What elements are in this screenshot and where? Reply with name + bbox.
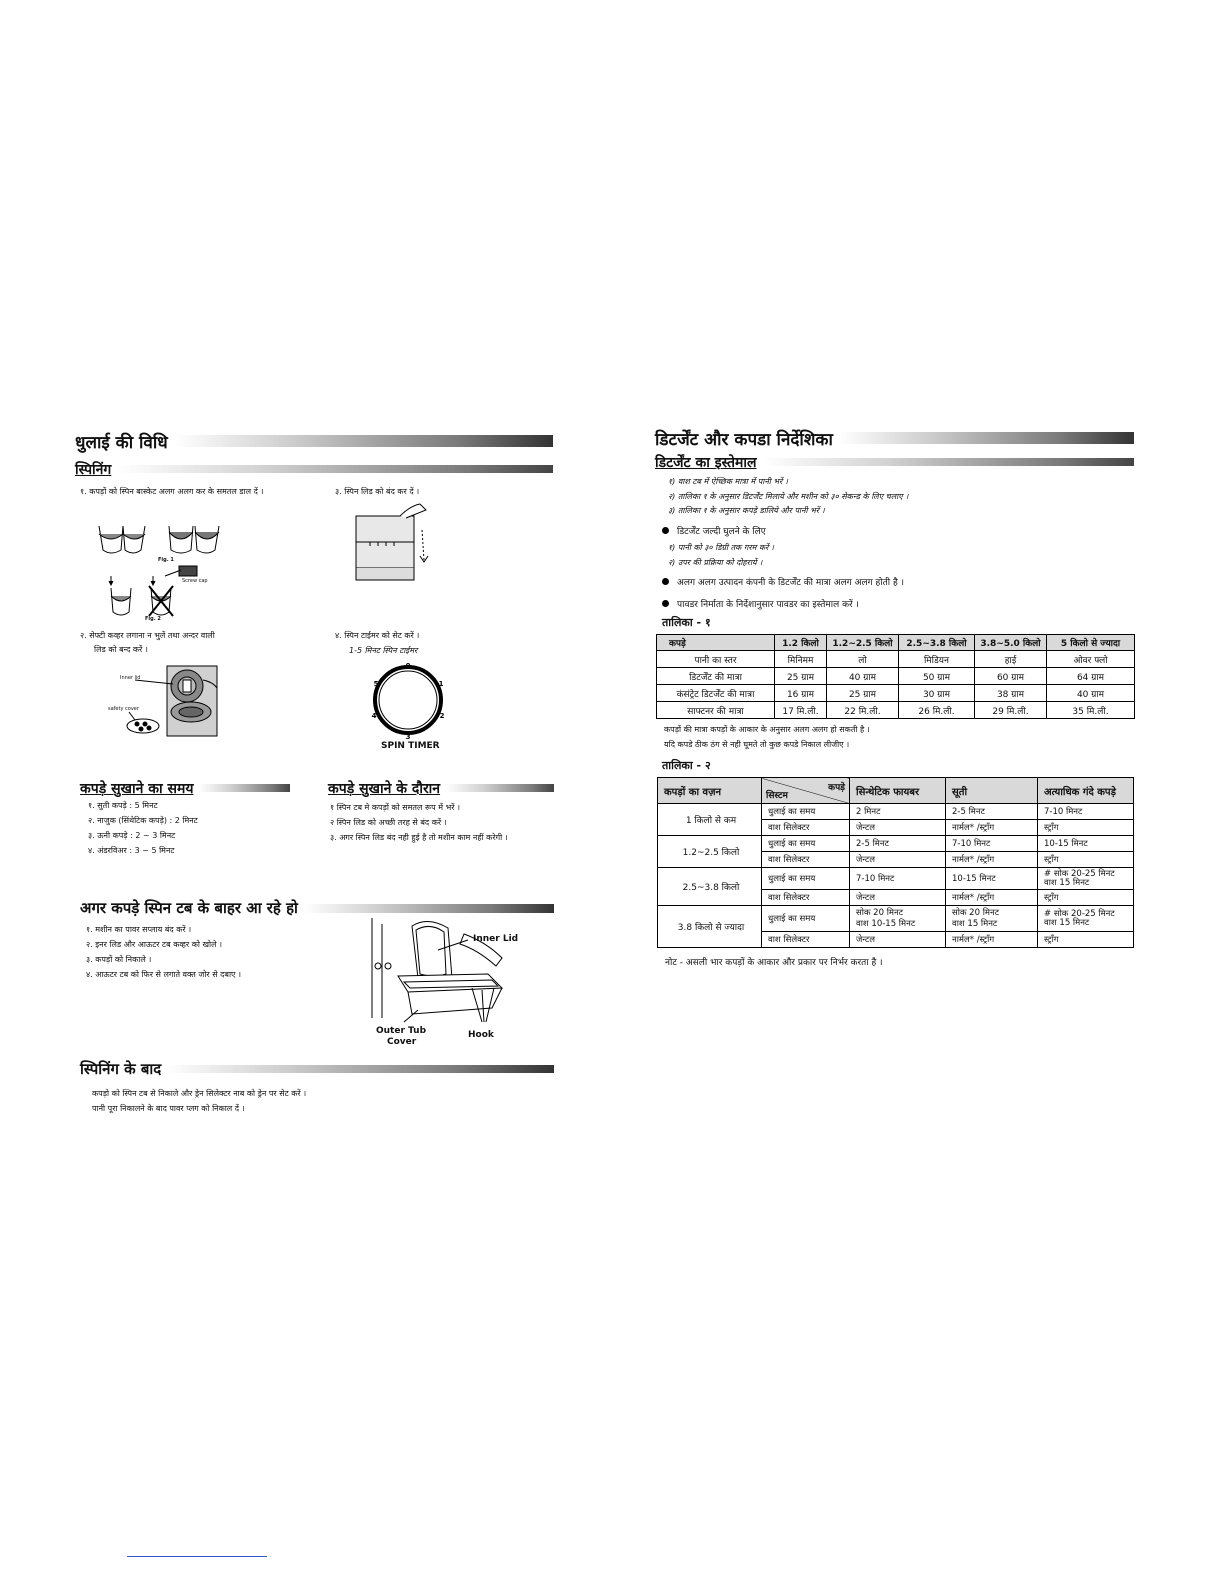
table1-note1: कपड़ों की मात्रा कपड़ों के आकार के अनुसार अलग अलग हो सकती है । [664, 725, 870, 734]
table1-title: तालिका - १ [662, 616, 711, 629]
fig1-label: Fig. 1 [158, 557, 174, 563]
table-header-cell: कपड़ों का वज़न [658, 778, 762, 804]
table-cell: धुलाई का समय [762, 868, 850, 890]
outer-tub-label: Outer Tub [376, 1026, 427, 1036]
table-row [658, 906, 1134, 932]
table-row [657, 651, 1135, 668]
table-cell: 38 ग्राम [975, 685, 1047, 702]
cell-line: # सोक 20-25 मिनट [1044, 908, 1115, 919]
table-cell: धुलाई का समय [762, 804, 850, 820]
bullet-dissolve-text: डिटर्जेंट जल्दी घुलने के लिए [677, 527, 766, 537]
table-cell-two-line [1038, 906, 1134, 932]
table-cell: 7-10 मिनट [850, 868, 946, 890]
heading-bar [199, 784, 290, 792]
during-drying-item: २ स्पिन लिड को अच्छी तरह से बंद करें । [330, 818, 447, 827]
table-row [658, 868, 1134, 890]
table-cell: 26 मि.ली. [899, 702, 975, 719]
table-header-cell: 2.5~3.8 किलो [899, 635, 975, 651]
weight-cell: 1 किलो से कम [658, 804, 762, 836]
table-cell: जेन्टल [850, 852, 946, 868]
cell-line: सोक 20 मिनट [856, 907, 903, 918]
bullet-powder [662, 597, 859, 610]
table-cell: वाश सिलेक्टर [762, 852, 850, 868]
table-cell: लो [827, 651, 899, 668]
table-header-cell: 3.8~5.0 किलो [975, 635, 1047, 651]
heading-bar [117, 465, 553, 473]
heading-during-drying-text: कपड़े सुखाने के दौरान [328, 780, 441, 797]
table-cell: धुलाई का समय [762, 906, 850, 932]
table-cell: जेन्टल [850, 820, 946, 836]
timer-mark: 0 [405, 662, 411, 670]
table-cell: 29 मि.ली. [975, 702, 1047, 719]
during-drying-item: १ स्पिन टब मे कपड़ों को समतल रूप में भरें । [330, 803, 461, 812]
timer-mark: 2 [439, 712, 445, 720]
spin-timer-dial [366, 660, 450, 740]
spin-step-2-line1: २. सेफ्टी कव्हर लगाना न भुलें तथा अन्दर वाली [80, 631, 215, 640]
timer-mark: 3 [405, 733, 411, 740]
table-header-row [658, 778, 1134, 804]
header-clothes: कपड़े [828, 783, 845, 793]
table-header-cell: 1.2 किलो [775, 635, 827, 651]
spin-step-1: १. कपड़ों को स्पिन बास्केट अलग अलग कर के समतल डाल दें । [80, 487, 264, 496]
cell-line: वाश 10-15 मिनट [856, 918, 916, 929]
table-cell: 35 मि.ली. [1047, 702, 1135, 719]
table-cell: 17 मि.ली. [775, 702, 827, 719]
screw-cap-label: Screw cap [182, 578, 208, 584]
coming-out-item: २. इनर लिड और आऊटर टब कव्हर को खोले । [86, 940, 223, 949]
detergent-step: १) वाश टब में ऐच्छिक मात्रा में पानी भरें । [668, 477, 788, 486]
after-spinning-line2: पानी पूरा निकालने के बाद पावर प्लग को निकाल दें । [92, 1104, 245, 1113]
table-cell: 16 ग्राम [775, 685, 827, 702]
weight-cell: 3.8 किलो से ज्यादा [658, 906, 762, 948]
hook-label: Hook [468, 1030, 494, 1040]
table-header-cell: कपड़े [657, 635, 775, 651]
table1-note2: यदि कपडे ठीक ठंग से नही घूमते तो कुछ कपडे निकाल लीजीए । [664, 740, 850, 749]
table2-title: तालिका - २ [662, 759, 711, 772]
drying-item: २. नाजुक (सिंथेटिक कपड़े) : 2 मिनट [88, 816, 198, 825]
table-cell: जेन्टल [850, 890, 946, 906]
table-cell: 2-5 मिनट [946, 804, 1038, 820]
bullet-dot [662, 578, 669, 585]
spin-step-3: ३. स्पिन लिड को बंद कर दें । [335, 487, 420, 496]
table-cell: धुलाई का समय [762, 836, 850, 852]
heading-clothes-coming-out [80, 897, 554, 919]
coming-out-item: १. मशीन का पावर सप्लाय बंद करें । [86, 925, 192, 934]
table-cell: 30 ग्राम [899, 685, 975, 702]
timer-mark: 1 [438, 680, 444, 688]
table-cell: स्ट्राँग [1038, 852, 1134, 868]
table-cell: 7-10 मिनट [946, 836, 1038, 852]
safety-cover-illustration [105, 660, 225, 740]
table2-note: नोट - असली भार कपड़ों के आकार और प्रकार पर निर्भर करता है । [665, 958, 883, 968]
during-drying-item: ३. अगर स्पिन लिड बंद नही हुई है तो मशीन काम नहीं करेगी । [330, 833, 508, 842]
cell-line: वाश 15 मिनट [952, 918, 998, 929]
cover-label: Cover [387, 1037, 417, 1047]
table-row [657, 668, 1135, 685]
weight-cell: 2.5~3.8 किलो [658, 868, 762, 906]
table-cell: 10-15 मिनट [1038, 836, 1134, 852]
heading-bar [167, 1065, 554, 1073]
table-cell: वाश सिलेक्टर [762, 890, 850, 906]
table-cell: 40 ग्राम [827, 668, 899, 685]
table-header-cell: 1.2~2.5 किलो [827, 635, 899, 651]
heading-washing-method-text: धुलाई की विधि [75, 432, 168, 453]
cell-line: वाश 15 मिनट [1044, 877, 1090, 888]
detergent-step: ३) तालिका १ के अनुसार कपड़े डालिये और पानी भरें । [668, 506, 825, 515]
dissolve-step: २) उपर की प्रक्रिया को दोहरायें । [668, 558, 763, 567]
table-row [658, 836, 1134, 852]
table-cell-two-line [946, 906, 1038, 932]
heading-during-drying [328, 779, 554, 797]
timer-mark: 4 [371, 712, 377, 720]
table-cell: साफ्टनर की मात्रा [657, 702, 775, 719]
table-cell-two-line [1038, 868, 1134, 890]
table-cell: मिडियन [899, 651, 975, 668]
spin-timer-label: SPIN TIMER [381, 741, 440, 751]
cell-line: वाश 15 मिनट [1044, 917, 1090, 928]
table-cell: स्ट्राँग [1038, 932, 1134, 948]
table-cell: हाई [975, 651, 1047, 668]
table-cell: वाश सिलेक्टर [762, 820, 850, 836]
table-cell: 50 ग्राम [899, 668, 975, 685]
heading-bar [304, 904, 554, 913]
timer-mark: 5 [373, 680, 379, 688]
table-cell: नार्मल* /स्ट्राँग [946, 932, 1038, 948]
table-cell: 64 ग्राम [1047, 668, 1135, 685]
heading-bar [839, 432, 1134, 444]
drying-item: ४. अंडरविअर : 3 ~ 5 मिनट [88, 846, 175, 855]
heading-spinning [75, 460, 553, 478]
table-cell: 10-15 मिनट [946, 868, 1038, 890]
weight-cell: 1.2~2.5 किलो [658, 836, 762, 868]
fig-baskets-illustration [95, 518, 255, 626]
bullet-company-text: अलग अलग उत्पादन कंपनी के डिटर्जेंट की मात्रा अलग अलग होती है । [677, 578, 904, 588]
heading-detergent-guide-text: डिटर्जेंट और कपडा निर्देशिका [655, 429, 833, 450]
table-row [657, 702, 1135, 719]
table-cell: पानी का स्तर [657, 651, 775, 668]
table-cell: स्ट्राँग [1038, 890, 1134, 906]
table-cell: 25 ग्राम [775, 668, 827, 685]
table-cell: 7-10 मिनट [1038, 804, 1134, 820]
footer-rule [127, 1556, 267, 1557]
fig2-label: Fig. 2 [145, 616, 161, 622]
inner-lid-small-label: Inner lid [120, 675, 141, 681]
cell-line: सोक 20 मिनट [952, 907, 999, 918]
heading-bar [763, 458, 1134, 466]
detergent-table [656, 634, 1135, 719]
heading-bar [446, 784, 554, 792]
after-spinning-line1: कपड़ो को स्पिन टब से निकाले और ड्रेन सिलेक्टर नाब को ड्रेन पर सेट करें । [92, 1089, 307, 1098]
table-cell: 60 ग्राम [975, 668, 1047, 685]
table-cell: वाश सिलेक्टर [762, 932, 850, 948]
heading-after-spinning-text: स्पिनिंग के बाद [80, 1060, 162, 1078]
close-lid-illustration [350, 500, 445, 585]
heading-drying-time-text: कपड़े सुखाने का समय [80, 780, 194, 797]
bullet-dot [662, 600, 669, 607]
table-cell: नार्मल* /स्ट्राँग [946, 820, 1038, 836]
table-cell: जेन्टल [850, 932, 946, 948]
heading-clothes-coming-out-text: अगर कपड़े स्पिन टब के बाहर आ रहे हो [80, 899, 298, 917]
spin-step-2-line2: लिड को बन्द करें । [94, 645, 148, 654]
heading-washing-method [75, 430, 553, 452]
heading-bar [174, 435, 553, 447]
table-cell: 22 मि.ली. [827, 702, 899, 719]
spin-step-4-line2: 1-5 मिनट स्पिन टाईमर [349, 646, 418, 655]
heading-after-spinning [80, 1058, 554, 1080]
table-cell: 2 मिनट [850, 804, 946, 820]
table-cell: कंसंट्रेट डिटर्जेंट की मात्रा [657, 685, 775, 702]
wash-time-table [657, 777, 1134, 948]
table-header-cell: अत्याधिक गंदे कपड़े [1038, 778, 1134, 804]
cell-line: # सोक 20-25 मिनट [1044, 868, 1115, 879]
table-cell: ओवर फ्लो [1047, 651, 1135, 668]
table-header-cell: 5 किलो से ज्यादा [1047, 635, 1135, 651]
table-header-split-cell [762, 778, 850, 804]
bullet-dot [662, 527, 669, 534]
table-cell-two-line [850, 906, 946, 932]
coming-out-item: ४. आऊटर टब को फिर से लगाते वक्त जोर से दबाए । [86, 970, 242, 979]
table-row [658, 804, 1134, 820]
table-header-cell: सूती [946, 778, 1038, 804]
bullet-powder-text: पावडर निर्माता के निर्देशानुसार पावडर का इस्तेमाल करें । [677, 600, 859, 610]
table-cell: 40 ग्राम [1047, 685, 1135, 702]
table-cell: नार्मल* /स्ट्राँग [946, 890, 1038, 906]
table-cell: नार्मल* /स्ट्राँग [946, 852, 1038, 868]
heading-detergent-guide [655, 427, 1134, 449]
heading-drying-time [80, 779, 290, 797]
heading-detergent-use-text: डिटर्जेंट का इस्तेमाल [655, 454, 757, 471]
table-cell: 2-5 मिनट [850, 836, 946, 852]
spin-step-4-line1: ४. स्पिन टाईमर को सेट करें । [335, 631, 420, 640]
drying-item: ३. ऊनी कपड़े : 2 ~ 3 मिनट [88, 831, 176, 840]
heading-spinning-text: स्पिनिंग [75, 461, 112, 478]
detergent-step: २) तालिका १ के अनुसार डिटर्जेंट मिलाये और मशीन को ३० सेकन्ड के लिए चलाए । [668, 492, 909, 501]
table-header-row [657, 635, 1135, 651]
table-cell: 25 ग्राम [827, 685, 899, 702]
heading-detergent-use [655, 453, 1134, 471]
table-cell: डिटर्जेंट की मात्रा [657, 668, 775, 685]
bullet-dissolve [662, 524, 766, 537]
coming-out-item: ३. कपड़ों को निकाले । [86, 955, 152, 964]
dissolve-step: १) पानी को ३० डिग्री तक गरम करें । [668, 543, 774, 552]
bullet-company [662, 575, 904, 588]
table-cell: स्ट्राँग [1038, 820, 1134, 836]
safety-cover-label: safety cover [108, 706, 139, 712]
table-cell: मिनिमम [775, 651, 827, 668]
inner-lid-label: Inner Lid [473, 934, 519, 944]
header-system: सिस्टम [766, 791, 788, 801]
drying-item: १. सुती कपड़े : 5 मिनट [88, 801, 158, 810]
table-header-cell: सिन्थेटिक फायबर [850, 778, 946, 804]
table-row [657, 685, 1135, 702]
